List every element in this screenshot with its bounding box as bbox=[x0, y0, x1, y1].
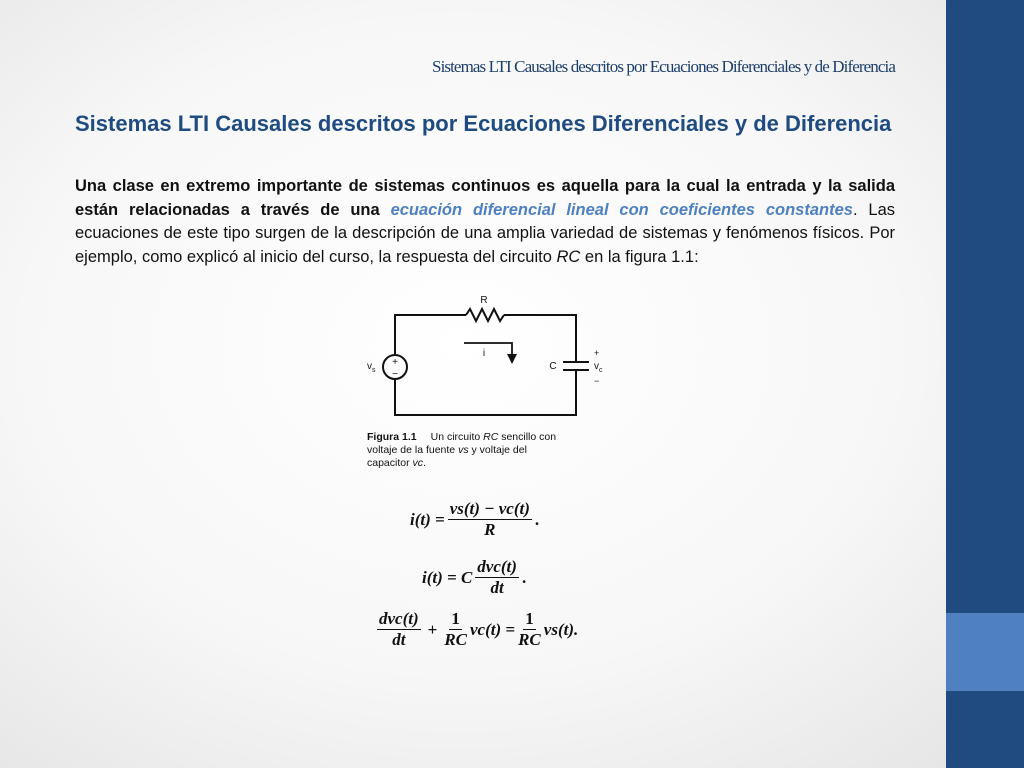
rc-circuit-diagram bbox=[356, 288, 616, 428]
caption-text-1: Un circuito bbox=[430, 431, 484, 443]
eq2-lhs: i(t) = C bbox=[422, 567, 473, 587]
current-arrow bbox=[464, 343, 512, 354]
eq1-end: . bbox=[534, 509, 540, 529]
source-plus-sign: + bbox=[392, 357, 398, 368]
sidebar-accent-block bbox=[946, 613, 1024, 691]
caption-text-4: . bbox=[423, 457, 426, 469]
paragraph-rc: RC bbox=[556, 247, 581, 266]
eq3-plus: + bbox=[427, 619, 438, 639]
capacitor-voltage-label bbox=[594, 361, 603, 374]
capacitor-plus-sign: + bbox=[594, 348, 600, 358]
caption-text-3: y voltaje del capacitor bbox=[367, 444, 527, 469]
eq3-end: vs(t). bbox=[543, 619, 579, 639]
paragraph-highlight: ecuación diferencial lineal con coeficientes constantes bbox=[390, 200, 853, 219]
eq3-middle: vc(t) = bbox=[470, 619, 516, 639]
cap-voltage-sub: c bbox=[599, 367, 603, 374]
source-label-sub: s bbox=[372, 367, 376, 374]
body-paragraph bbox=[75, 175, 895, 269]
eq2-end: . bbox=[521, 567, 527, 587]
eq3-fraction-2 bbox=[444, 610, 467, 649]
slide-header: Sistemas LTI Causales descritos por Ecuaciones Diferenciales y de Diferencia bbox=[432, 57, 895, 76]
paragraph-continuation: . Las ecuaciones de este tipo surgen de la descripción de una amplia variedad de sistemas y fenómenos físicos. Por ejemplo, como explicó al inicio del curso, la respuesta del circuito bbox=[75, 200, 896, 266]
eq3-denominator-3: RC bbox=[518, 630, 541, 649]
capacitor-label: C bbox=[549, 361, 557, 372]
current-label: i bbox=[482, 348, 486, 359]
current-arrow-head bbox=[507, 354, 517, 364]
equation-2 bbox=[422, 558, 526, 597]
equation-1 bbox=[410, 500, 539, 539]
eq3-denominator-2: RC bbox=[444, 630, 468, 649]
source-label-main: v bbox=[367, 361, 372, 372]
figure-caption bbox=[367, 431, 567, 470]
eq3-numerator-1: dvc(t) bbox=[379, 609, 419, 628]
slide-title: Sistemas LTI Causales descritos por Ecuaciones Diferenciales y de Diferencia bbox=[75, 111, 892, 136]
caption-rc: RC bbox=[483, 431, 499, 443]
right-sidebar bbox=[946, 0, 1024, 768]
cap-voltage-main: v bbox=[594, 361, 599, 372]
source-label bbox=[367, 361, 376, 374]
eq3-numerator-2: 1 bbox=[451, 609, 460, 628]
eq1-fraction bbox=[448, 500, 532, 539]
eq3-fraction-3 bbox=[518, 610, 541, 649]
capacitor-minus-sign: − bbox=[594, 376, 600, 386]
resistor-label: R bbox=[480, 295, 488, 306]
source-minus-sign: − bbox=[392, 369, 398, 380]
eq3-fraction-1 bbox=[377, 610, 421, 649]
eq2-fraction bbox=[475, 558, 519, 597]
eq1-lhs: i(t) = bbox=[410, 509, 445, 529]
resistor-symbol bbox=[466, 309, 504, 321]
eq3-denominator-1: dt bbox=[392, 630, 406, 649]
caption-text-2: sencillo con voltaje de la fuente bbox=[367, 431, 557, 456]
paragraph-tail: en la figura 1.1: bbox=[580, 247, 699, 266]
equation-3 bbox=[374, 610, 578, 649]
caption-vc: vc bbox=[412, 457, 424, 469]
eq2-numerator: dvc(t) bbox=[477, 557, 517, 576]
caption-vs: vs bbox=[458, 444, 469, 456]
figure-number: Figura 1.1 bbox=[367, 431, 417, 443]
eq3-numerator-3: 1 bbox=[525, 609, 534, 628]
paragraph-intro: Una clase en extremo importante de sistemas continuos es aquella para la cual la entrada y la salida están relacionadas a través de una bbox=[75, 177, 895, 219]
eq2-denominator: dt bbox=[490, 578, 504, 597]
eq1-numerator: vs(t) − vc(t) bbox=[449, 499, 530, 518]
eq1-denominator: R bbox=[484, 520, 496, 539]
